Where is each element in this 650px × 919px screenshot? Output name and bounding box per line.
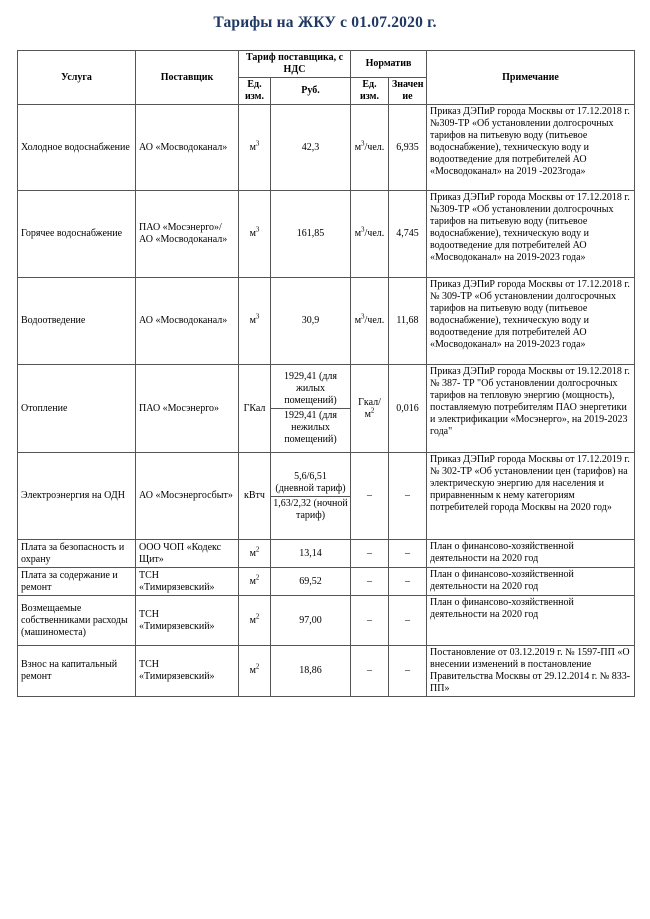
supplier-cell: ПАО «Мосэнерго»/ АО «Мосводоканал» bbox=[136, 191, 239, 278]
price-cell bbox=[271, 453, 351, 540]
norm-value-cell: – bbox=[389, 453, 427, 540]
price-residential: 1929,41 (для жилых помещений) bbox=[283, 371, 337, 406]
norm-unit-cell: Гкал/ $м^2$ bbox=[351, 365, 389, 453]
unit-cell: ГКал bbox=[239, 365, 271, 453]
table-row bbox=[18, 278, 635, 365]
table-row bbox=[18, 365, 635, 453]
note-cell: Постановление от 03.12.2019 г. № 1597-ПП «О внесении изменений в постановление Правительства Москвы от 29.12.2014 г. № 833-ПП» bbox=[427, 646, 635, 697]
service-cell: Взнос на капитальный ремонт bbox=[18, 646, 136, 697]
service-cell: Электроэнергия на ОДН bbox=[18, 453, 136, 540]
note-cell: Приказ ДЭПиР города Москвы от 17.12.2018 г.№ 309-ТР «Об установлении долгосрочных тарифов на питьевую воду (питьевое водоснабжение), техническую воду и водоотведение для потребителей АО «Мосводоканал» на 2019-2023 года» bbox=[427, 278, 635, 365]
supplier-cell: АО «Мосводоканал» bbox=[136, 278, 239, 365]
norm-value-cell: 6,935 bbox=[389, 105, 427, 191]
service-cell: Холодное водоснабжение bbox=[18, 105, 136, 191]
price-cell: 97,00 bbox=[271, 596, 351, 646]
note-cell: План о финансово-хозяйственной деятельности на 2020 год bbox=[427, 540, 635, 568]
norm-value-cell: 11,68 bbox=[389, 278, 427, 365]
table-row bbox=[18, 191, 635, 278]
table-row bbox=[18, 646, 635, 697]
header-tariff-unit: Ед. изм. bbox=[239, 78, 271, 105]
norm-value-cell: – bbox=[389, 568, 427, 596]
norm-unit-cell: $м^3$/чел. bbox=[351, 278, 389, 365]
note-cell: Приказ ДЭПиР города Москвы от 17.12.2019 г. № 302-ТР «Об установлении цен (тарифов) на электрическую энергию для населения и приравненным к нему категориям потребителей города Москвы на 2020 год» bbox=[427, 453, 635, 540]
norm-unit-cell: – bbox=[351, 453, 389, 540]
price-cell: 161,85 bbox=[271, 191, 351, 278]
header-supplier: Поставщик bbox=[136, 51, 239, 105]
service-cell: Плата за безопасность и охрану bbox=[18, 540, 136, 568]
header-norm: Норматив bbox=[351, 51, 427, 78]
norm-value-cell: 4,745 bbox=[389, 191, 427, 278]
supplier-cell: ТСН «Тимирязевский» bbox=[136, 568, 239, 596]
supplier-cell: ПАО «Мосэнерго» bbox=[136, 365, 239, 453]
unit-cell: $м^2$ bbox=[239, 568, 271, 596]
page-title: Тарифы на ЖКУ с 01.07.2020 г. bbox=[213, 14, 437, 31]
norm-value-cell: 0,016 bbox=[389, 365, 427, 453]
norm-unit-cell: $м^3$/чел. bbox=[351, 105, 389, 191]
note-cell: Приказ ДЭПиР города Москвы от 17.12.2018 г. №309-ТР «Об установлении долгосрочных тарифов на питьевую воду (питьевое водоснабжение), техническую воду и водоотведение для потребителей АО «Мосводоканал» на 2019 -2023года» bbox=[427, 105, 635, 191]
norm-value-cell: – bbox=[389, 646, 427, 697]
norm-unit-cell: $м^3$/чел. bbox=[351, 191, 389, 278]
note-cell: План о финансово-хозяйственной деятельности на 2020 год bbox=[427, 568, 635, 596]
table-row bbox=[18, 596, 635, 646]
tariffs-table bbox=[17, 50, 635, 697]
price-cell bbox=[271, 365, 351, 453]
price-cell: 13,14 bbox=[271, 540, 351, 568]
supplier-cell: ТСН «Тимирязевский» bbox=[136, 646, 239, 697]
supplier-cell: ТСН «Тимирязевский» bbox=[136, 596, 239, 646]
norm-unit-cell: – bbox=[351, 540, 389, 568]
unit-cell: $м^2$ bbox=[239, 596, 271, 646]
norm-unit-cell: – bbox=[351, 596, 389, 646]
unit-cell: $м^2$ bbox=[239, 540, 271, 568]
header-service: Услуга bbox=[18, 51, 136, 105]
supplier-cell: АО «Мосэнергосбыт» bbox=[136, 453, 239, 540]
unit-cell: $м^3$ bbox=[239, 105, 271, 191]
unit-cell: $м^3$ bbox=[239, 278, 271, 365]
table-row bbox=[18, 568, 635, 596]
note-cell: Приказ ДЭПиР города Москвы от 19.12.2018 г. № 387- ТР "Об установлении долгосрочных тарифов на тепловую энергию (мощность), поставляемую потребителям ПАО энергетики и электрификации «Мосэнерго», на 2019-2023 года" bbox=[427, 365, 635, 453]
header-note: Примечание bbox=[427, 51, 635, 105]
price-nonresidential: 1929,41 (для нежилых помещений) bbox=[271, 408, 350, 446]
price-cell: 69,52 bbox=[271, 568, 351, 596]
price-cell: 42,3 bbox=[271, 105, 351, 191]
service-cell: Возмещаемые собственниками расходы (машиноместа) bbox=[18, 596, 136, 646]
service-cell: Горячее водоснабжение bbox=[18, 191, 136, 278]
unit-cell: кВтч bbox=[239, 453, 271, 540]
service-cell: Плата за содержание и ремонт bbox=[18, 568, 136, 596]
note-cell: План о финансово-хозяйственной деятельности на 2020 год bbox=[427, 596, 635, 646]
service-cell: Отопление bbox=[18, 365, 136, 453]
price-day: 5,6/6,51 (дневной тариф) bbox=[275, 470, 346, 494]
norm-value-cell: – bbox=[389, 596, 427, 646]
unit-cell: $м^2$ bbox=[239, 646, 271, 697]
supplier-cell: ООО ЧОП «Кодекс Щит» bbox=[136, 540, 239, 568]
header-tariff-rub: Руб. bbox=[271, 78, 351, 105]
header-tariff: Тариф поставщика, с НДС bbox=[239, 51, 351, 78]
service-cell: Водоотведение bbox=[18, 278, 136, 365]
table-row bbox=[18, 540, 635, 568]
price-cell: 18,86 bbox=[271, 646, 351, 697]
norm-unit-cell: – bbox=[351, 568, 389, 596]
header-norm-value: Значен ие bbox=[389, 78, 427, 105]
price-cell: 30,9 bbox=[271, 278, 351, 365]
table-row bbox=[18, 453, 635, 540]
price-night: 1,63/2,32 (ночной тариф) bbox=[271, 496, 350, 522]
header-norm-unit: Ед. изм. bbox=[351, 78, 389, 105]
table-row bbox=[18, 105, 635, 191]
unit-cell: $м^3$ bbox=[239, 191, 271, 278]
note-cell: Приказ ДЭПиР города Москвы от 17.12.2018 г. №309-ТР «Об установлении долгосрочных тарифов на питьевую воду (питьевое водоснабжение), техническую воду и водоотведение для потребителей АО «Мосводоканал» на 2019-2023 года» bbox=[427, 191, 635, 278]
supplier-cell: АО «Мосводоканал» bbox=[136, 105, 239, 191]
norm-unit-cell: – bbox=[351, 646, 389, 697]
norm-value-cell: – bbox=[389, 540, 427, 568]
